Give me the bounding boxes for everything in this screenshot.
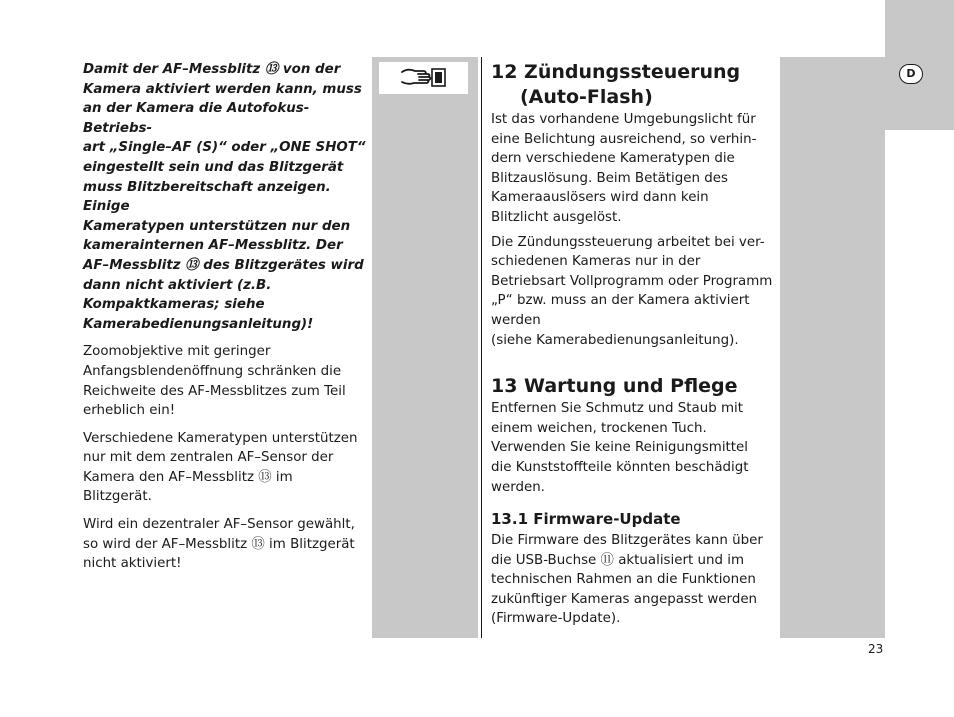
section-13-1-title: 13.1 Firmware-Update — [491, 510, 681, 529]
hand-with-card-icon — [398, 65, 450, 91]
margin-note-column — [372, 57, 478, 638]
central-sensor-paragraph — [83, 429, 369, 507]
text-line: Blitzauslösung. Beim Betätigen des — [491, 170, 728, 186]
af-warning-paragraph — [83, 60, 369, 334]
column-divider — [481, 57, 482, 638]
text-line: technischen Rahmen an die Funktionen — [491, 572, 756, 588]
page-number: 23 — [868, 642, 884, 656]
right-column — [491, 60, 775, 634]
left-column — [83, 60, 369, 582]
warning-line: an der Kamera die Autofokus-Betriebs- — [83, 101, 310, 136]
section-12-title — [491, 60, 775, 110]
text-line: zukünftiger Kameras angepasst werden — [491, 591, 758, 607]
text-line: (siehe Kamerabedienungsanleitung). — [491, 332, 739, 348]
text-line: die Kunststoffteile könnten beschädigt — [491, 459, 749, 475]
warning-line: eingestellt sein und das Blitzgerät — [83, 159, 344, 175]
text-line: Wird ein dezentraler AF–Sensor gewählt, — [83, 517, 355, 533]
section-13-paragraph — [491, 399, 775, 497]
text-line: so wird der AF–Messblitz ⑬ im Blitzgerät — [83, 536, 355, 552]
warning-line: Damit der AF–Messblitz ⑬ von der — [83, 62, 341, 77]
text-line: Anfangsblendenöffnung schränken die — [83, 363, 342, 379]
right-margin-column — [780, 57, 885, 638]
text-line: Ist das vorhandene Umgebungslicht für — [491, 112, 756, 127]
section-12-paragraph-1 — [491, 110, 775, 228]
warning-line: AF–Messblitz ⑬ des Blitzgerätes wird — [83, 257, 364, 273]
section-13-title: 13 Wartung und Pflege — [491, 375, 738, 398]
warning-line: dann nicht aktiviert (z.B. — [83, 277, 272, 293]
text-line: Kameraauslösers wird dann kein — [491, 190, 709, 206]
text-line: einem weichen, trockenen Tuch. — [491, 420, 707, 436]
text-line: Kamera den AF–Messblitz ⑬ im — [83, 469, 293, 485]
language-tab — [885, 0, 954, 130]
text-line: „P“ bzw. muss an der Kamera aktiviert — [491, 293, 750, 309]
warning-line: Kompaktkameras; siehe — [83, 297, 265, 313]
note-box — [379, 62, 468, 94]
section-13-1-paragraph — [491, 531, 775, 629]
text-line: schiedenen Kameras nur in der — [491, 254, 701, 270]
zoom-lens-paragraph — [83, 342, 369, 420]
text-line: Entfernen Sie Schmutz und Staub mit — [491, 401, 743, 417]
decentral-sensor-paragraph — [83, 515, 369, 574]
text-line: Blitzlicht ausgelöst. — [491, 209, 622, 225]
text-line: Betriebsart Vollprogramm oder Programm — [491, 273, 773, 289]
text-line: dern verschiedene Kameratypen die — [491, 151, 735, 167]
text-line: Reichweite des AF-Messblitzes zum Teil — [83, 383, 346, 399]
title-line: (Auto-Flash) — [520, 86, 653, 108]
text-line: Blitzgerät. — [83, 489, 152, 505]
text-line: Verschiedene Kameratypen unterstützen — [83, 430, 358, 446]
text-line: Die Firmware des Blitzgerätes kann über — [491, 533, 763, 549]
text-line: (Firmware-Update). — [491, 611, 621, 627]
warning-line: Kamera aktiviert werden kann, muss — [83, 81, 362, 97]
text-line: die USB-Buchse ⑪ aktualisiert und im — [491, 552, 744, 568]
text-line: Verwenden Sie keine Reinigungsmittel — [491, 440, 748, 456]
text-line: nur mit dem zentralen AF–Sensor der — [83, 450, 334, 466]
language-badge: D — [899, 64, 923, 84]
text-line: eine Belichtung ausreichend, so verhin- — [491, 131, 757, 147]
warning-line: Kameratypen unterstützen nur den — [83, 218, 351, 234]
warning-line: art „Single–AF (S)“ oder „ONE SHOT“ — [83, 140, 366, 156]
text-line: nicht aktiviert! — [83, 556, 182, 572]
text-line: erheblich ein! — [83, 403, 176, 419]
text-line: Zoomobjektive mit geringer — [83, 344, 271, 360]
text-line: Die Zündungssteuerung arbeitet bei ver- — [491, 234, 765, 250]
text-line: werden — [491, 312, 541, 328]
title-line: 12 Zündungssteuerung — [491, 61, 741, 83]
warning-line: muss Blitzbereitschaft anzeigen. Einige — [83, 179, 331, 215]
warning-line: Kamerabedienungsanleitung)! — [83, 316, 314, 332]
text-line: werden. — [491, 479, 545, 495]
warning-line: kamerainternen AF–Messblitz. Der — [83, 238, 343, 254]
section-12-paragraph-2 — [491, 233, 775, 351]
